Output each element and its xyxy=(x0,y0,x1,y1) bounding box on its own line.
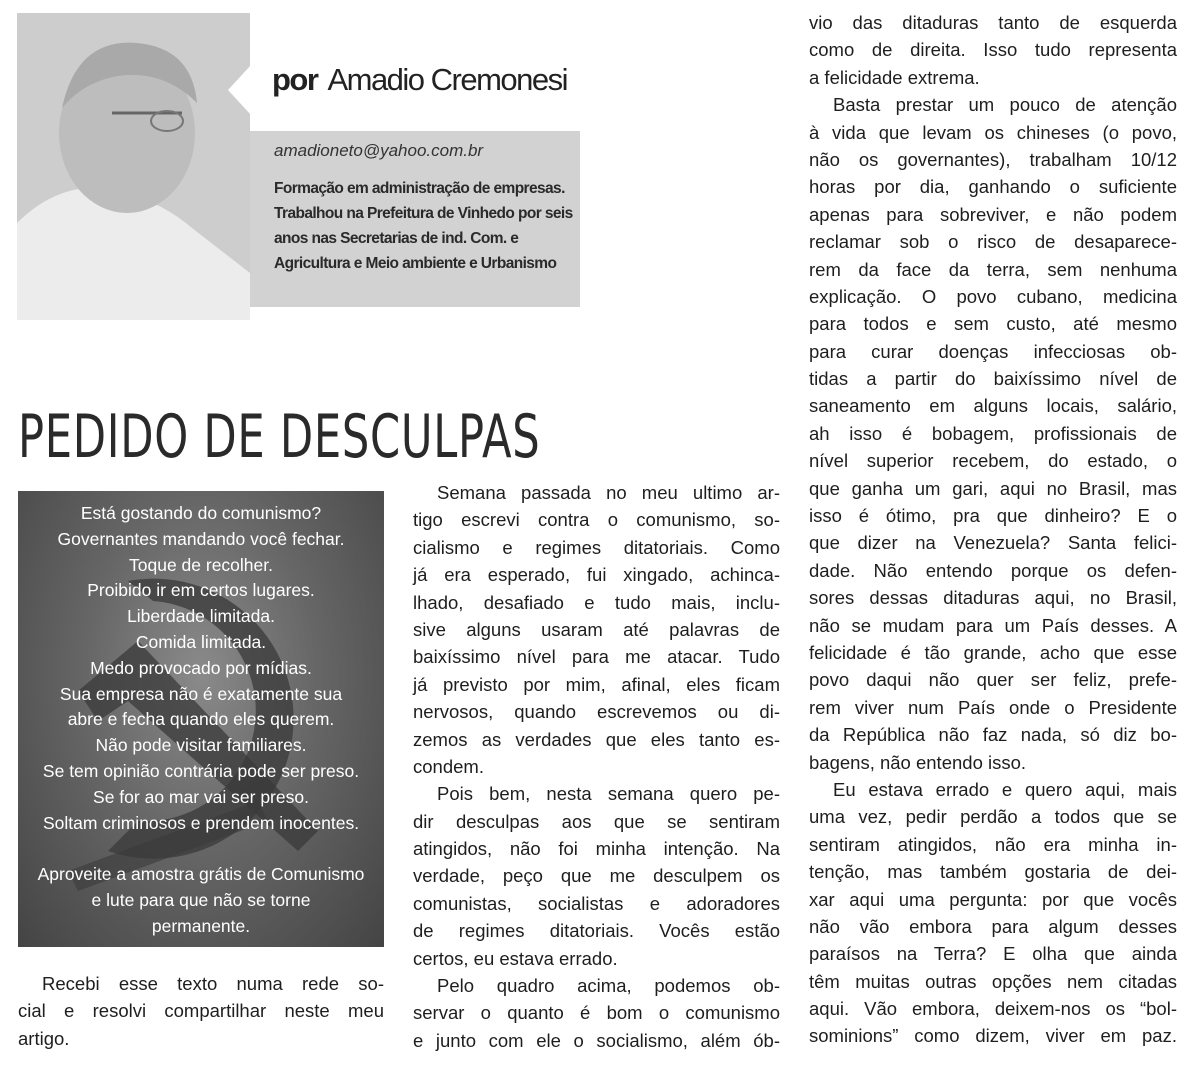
text-line: sores dessas ditaduras aqui, no Brasil, xyxy=(809,587,1177,609)
article-paragraph xyxy=(413,972,780,1054)
text-line: que dizer na Venezuela? Santa felici- xyxy=(809,532,1177,554)
text-line: horas por dia, ganhando o suficiente xyxy=(809,176,1177,198)
text-line: comunistas, socialistas e adoradores xyxy=(413,892,780,914)
poster-line: Medo provocado por mídias. xyxy=(90,657,312,678)
text-line: rem da face da terra, sem nenhuma xyxy=(809,258,1177,280)
text-line: já era esperado, fui xingado, achinca- xyxy=(413,564,780,586)
text-line: e junto com ele o socialismo, além ób- xyxy=(413,1029,780,1051)
text-line: explicação. O povo cubano, medicina xyxy=(809,285,1177,307)
text-line: isso é ótimo, pra que dinheiro? E o xyxy=(809,505,1177,527)
article-title: PEDIDO DE DESCULPAS xyxy=(18,402,541,473)
article-paragraph xyxy=(809,776,1177,1050)
text-line: nervosos, quando escrevemos ou di- xyxy=(413,701,780,723)
poster-line: Sua empresa não é exatamente sua xyxy=(59,683,343,704)
poster-line: Está gostando do comunismo? xyxy=(80,503,322,523)
poster-line: Se tem opinião contrária pode ser preso. xyxy=(42,760,360,781)
article-paragraph xyxy=(413,479,780,780)
poster-image xyxy=(18,491,384,947)
text-line: sominions” como dizem, viver em paz. xyxy=(809,1025,1177,1047)
text-line: sentiram atingidos, não era minha in- xyxy=(809,833,1177,855)
column-3 xyxy=(809,9,1177,1050)
text-line: certos, eu estava errado. xyxy=(413,947,618,969)
article-paragraph xyxy=(809,91,1177,776)
text-line: tidas a partir do baixíssimo nível de xyxy=(809,368,1177,390)
poster-line: Proibido ir em certos lugares. xyxy=(87,580,315,601)
poster-line xyxy=(18,836,384,862)
poster-line: abre e fecha quando eles querem. xyxy=(67,709,335,730)
text-line: dade. Não entendo porque os defen- xyxy=(809,559,1177,581)
text-line: paraísos na Terra? E olha que ainda xyxy=(809,943,1177,965)
text-line: para curar doenças infecciosas ob- xyxy=(809,340,1177,362)
poster-line: Aproveite a amostra grátis de Comunismo xyxy=(37,864,365,885)
text-line: cial e resolvi compartilhar neste meu xyxy=(18,1000,384,1022)
text-line: servar o quanto é bom o comunismo xyxy=(413,1002,780,1024)
author-bio: Formação em administração de empresas. Trabalhou na Prefeitura de Vinhedo por seis anos nas Secretarias de ind. Com. e Agricultura e Meio ambiente e Urbanismo xyxy=(274,180,573,272)
text-line: para todos e sem custo, até mesmo xyxy=(809,313,1177,335)
text-line: bagens, não entendo isso. xyxy=(809,751,1027,773)
article-paragraph xyxy=(18,970,384,1052)
article-paragraph xyxy=(413,780,780,972)
text-line: uma vez, pedir perdão a todos que se xyxy=(809,806,1177,828)
text-line: tigo escrevi contra o comunismo, so- xyxy=(413,509,780,531)
text-line: de regimes ditatoriais. Vocês estão xyxy=(413,920,780,942)
text-line: saneamento em alguns locais, salário, xyxy=(809,395,1177,417)
text-line: rem viver num País onde o Presidente xyxy=(809,696,1177,718)
text-line: sive alguns usaram até palavras de xyxy=(413,618,780,640)
author-byline xyxy=(272,62,567,98)
poster-line: Soltam criminosos e prendem inocentes. xyxy=(42,812,360,833)
poster-line: Liberdade limitada. xyxy=(127,606,275,627)
poster-line: Comida limitada. xyxy=(135,631,267,652)
text-line: artigo. xyxy=(18,1027,70,1049)
poster-text xyxy=(18,501,384,940)
author-name: Amadio Cremonesi xyxy=(327,62,568,97)
poster-line: permanente. xyxy=(151,915,251,936)
text-line: ah isso é bobagem, profissionais de xyxy=(809,422,1177,444)
text-line: zemos as verdades que eles tanto es- xyxy=(413,728,780,750)
text-line: que ganha um gari, aqui no Brasil, mas xyxy=(809,477,1177,499)
text-line: Basta prestar um pouco de atenção xyxy=(833,94,1177,116)
text-line: cialismo e regimes ditatoriais. Como xyxy=(413,536,780,558)
text-line: verdade, peço que me desculpem os xyxy=(413,865,780,887)
text-line: nível superior recebem, do estado, o xyxy=(809,450,1177,472)
text-line: apenas para sobreviver, e não podem xyxy=(809,203,1177,225)
text-line: xar aqui uma pergunta: por que vocês xyxy=(809,888,1177,910)
text-line: Eu estava errado e quero aqui, mais xyxy=(833,778,1177,800)
text-line: têm muitas outras opções nem citadas xyxy=(809,970,1177,992)
text-line: Pois bem, nesta semana quero pe- xyxy=(437,783,780,805)
poster-line: Toque de recolher. xyxy=(129,554,273,575)
author-bio-box xyxy=(250,131,580,307)
text-line: vio das ditaduras tanto de esquerda xyxy=(809,12,1177,33)
poster-line: Não pode visitar familiares. xyxy=(95,735,307,756)
byline-pointer xyxy=(228,65,251,115)
text-line: condem. xyxy=(413,755,484,777)
text-line: aqui. Vão embora, deixem-nos os “bol- xyxy=(809,998,1177,1020)
text-line: atingidos, não foi minha intenção. Na xyxy=(413,838,780,860)
text-line: Semana passada no meu ultimo ar- xyxy=(437,482,780,503)
text-line: não se mudam para um País desses. A xyxy=(809,614,1177,636)
text-line: Recebi esse texto numa rede so- xyxy=(42,973,384,994)
poster-line: e lute para que não se torne xyxy=(91,889,311,910)
poster-line: Governantes mandando você fechar. xyxy=(57,528,345,549)
poster-line: Se for ao mar vai ser preso. xyxy=(93,786,309,807)
text-line: não os governantes), trabalham 10/12 xyxy=(809,148,1177,170)
text-line: reclamar sob o risco de desaparece- xyxy=(809,231,1177,253)
text-line: dir desculpas aos que se sentiram xyxy=(413,810,780,832)
text-line: não vão embora para algum desses xyxy=(809,915,1177,937)
byline-prefix: por xyxy=(272,62,318,97)
text-line: baixíssimo nível para me atacar. Tudo xyxy=(413,646,780,668)
text-line: à vida que levam os chineses (o povo, xyxy=(809,121,1177,143)
column-1 xyxy=(18,970,384,1052)
author-email[interactable]: amadioneto@yahoo.com.br xyxy=(274,141,484,160)
article-paragraph xyxy=(809,9,1177,91)
text-line: da República não faz nada, só diz bo- xyxy=(809,724,1177,746)
text-line: Pelo quadro acima, podemos ob- xyxy=(437,975,780,997)
text-line: como de direita. Isso tudo representa xyxy=(809,39,1177,61)
author-portrait-icon xyxy=(17,13,250,320)
text-line: tenção, mas também gostaria de dei- xyxy=(809,861,1177,883)
text-line: a felicidade extrema. xyxy=(809,66,980,88)
text-line: povo daqui não quer ser feliz, prefe- xyxy=(809,669,1177,691)
column-2 xyxy=(413,479,780,1054)
author-photo xyxy=(17,13,250,320)
text-line: já previsto por mim, afinal, eles ficam xyxy=(413,673,780,695)
text-line: felicidade é tão grande, acho que esse xyxy=(809,641,1177,663)
text-line: lhado, desafiado e tudo mais, inclu- xyxy=(413,591,780,613)
